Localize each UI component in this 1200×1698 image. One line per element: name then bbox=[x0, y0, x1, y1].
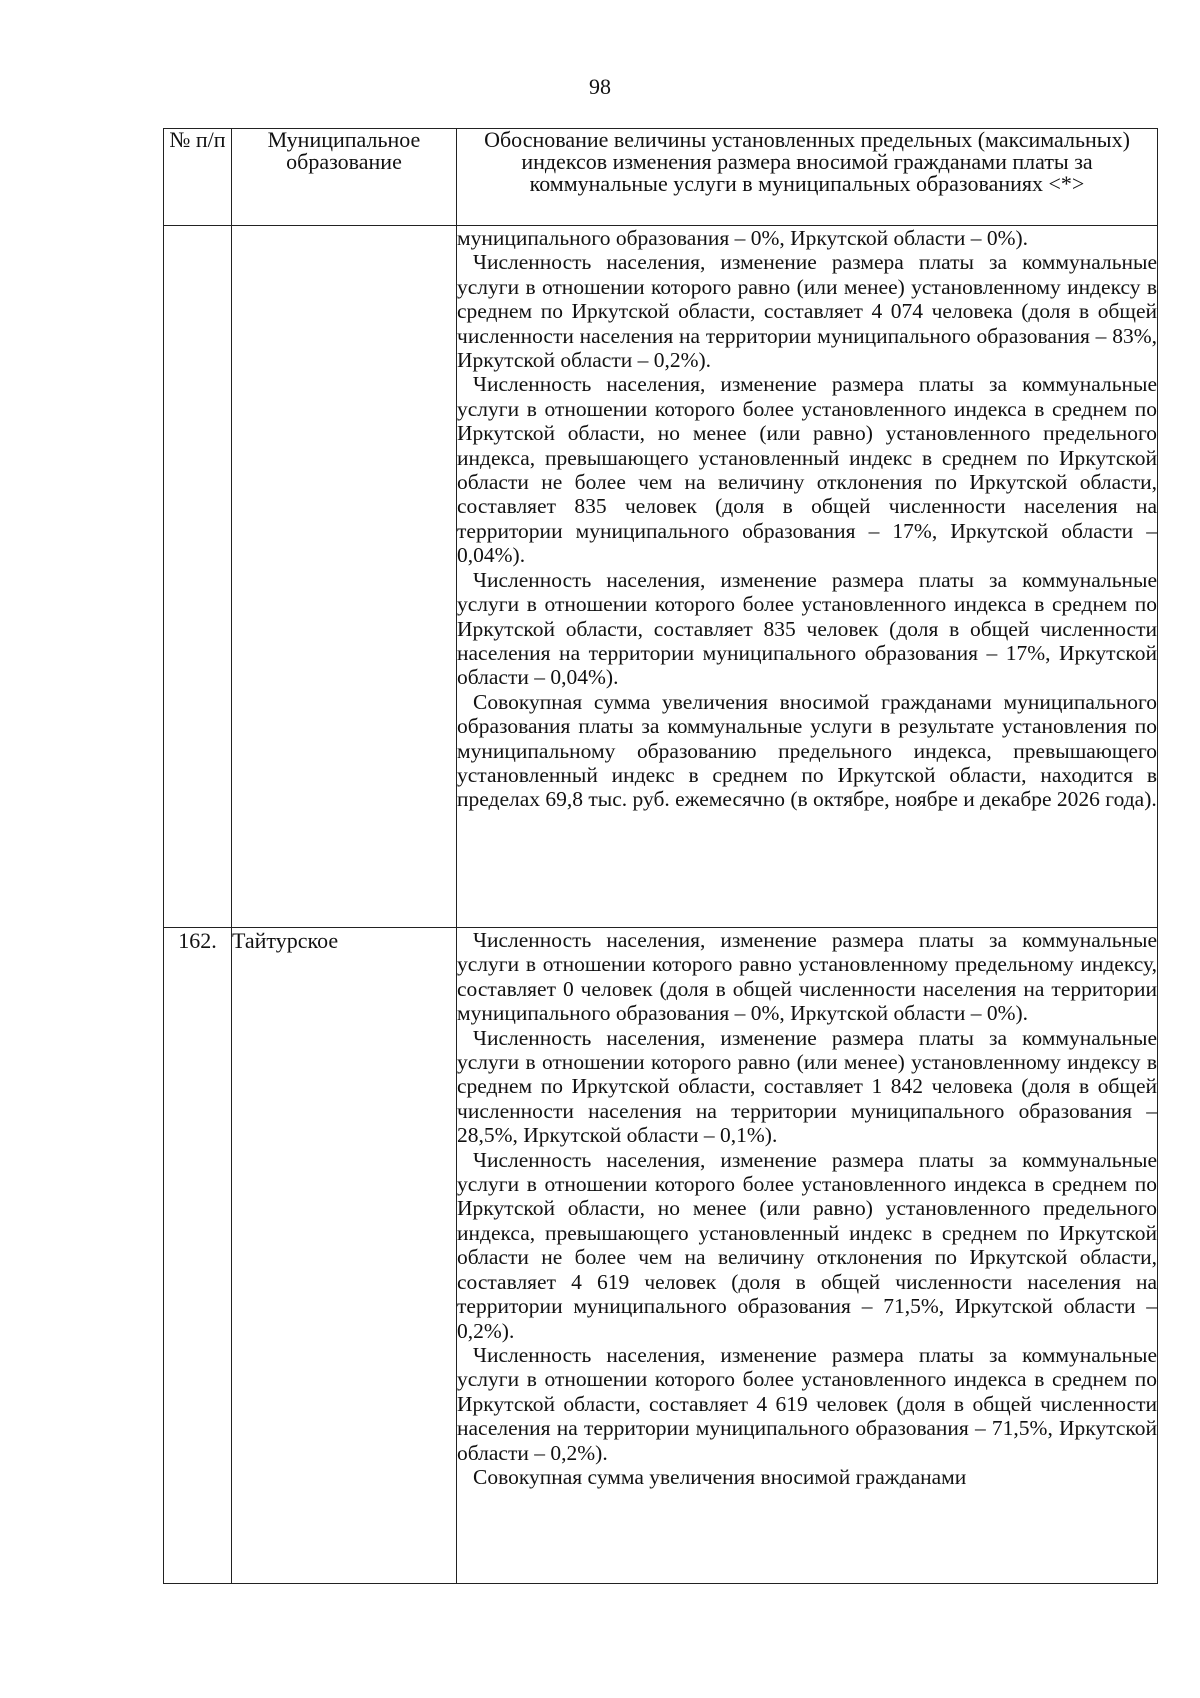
paragraph: Численность населения, изменение размера платы за коммунальные услуги в отношении которого более установленного индекса в среднем по Иркутской области, но менее (или равно) установленного предельного индекса, превышающего установленный индекс в среднем по Иркутской области не более чем на величину отклонения по Иркутской области, составляет 835 человек (доля в общей численности населения на территории муниципального образования – 17%, Иркутской области – 0,04%). bbox=[457, 372, 1157, 568]
table-header-row bbox=[164, 129, 1158, 226]
row-justification bbox=[457, 928, 1158, 1584]
paragraph: Численность населения, изменение размера платы за коммунальные услуги в отношении которого более установленного индекса в среднем по Иркутской области, составляет 4 619 человек (доля в общей численности населения на территории муниципального образования – 71,5%, Иркутской области – 0,2%). bbox=[457, 1342, 1157, 1465]
header-number: № п/п bbox=[164, 129, 232, 226]
row-municipality: Тайтурское bbox=[232, 928, 457, 1584]
paragraph: муниципального образования – 0%, Иркутской области – 0%). bbox=[457, 226, 1029, 250]
row-justification bbox=[457, 226, 1158, 928]
paragraph: Совокупная сумма увеличения вносимой гражданами bbox=[473, 1464, 967, 1489]
page-number: 98 bbox=[589, 74, 611, 99]
header-municipality: Муниципальное образование bbox=[232, 129, 457, 226]
tariff-justification-table bbox=[163, 128, 1158, 1584]
header-justification: Обоснование величины установленных предельных (максимальных) индексов изменения размера вносимой гражданами платы за коммунальные услуги в муниципальных образованиях <*> bbox=[457, 129, 1158, 226]
row-number bbox=[164, 226, 232, 928]
paragraph: Численность населения, изменение размера платы за коммунальные услуги в отношении которого более установленного индекса в среднем по Иркутской области, но менее (или равно) установленного предельного индекса, превышающего установленный индекс в среднем по Иркутской области не более чем на величину отклонения по Иркутской области, составляет 4 619 человек (доля в общей численности населения на территории муниципального образования – 71,5%, Иркутской области – 0,2%). bbox=[457, 1147, 1157, 1343]
paragraph: Численность населения, изменение размера платы за коммунальные услуги в отношении которого равно установленному предельному индексу, составляет 0 человек (доля в общей численности населения на территории муниципального образования – 0%, Иркутской области – 0%). bbox=[457, 928, 1157, 1026]
row-municipality bbox=[232, 226, 457, 928]
paragraph: Численность населения, изменение размера платы за коммунальные услуги в отношении которого более установленного индекса в среднем по Иркутской области, составляет 835 человек (доля в общей численности населения на территории муниципального образования – 17%, Иркутской области – 0,04%). bbox=[457, 567, 1157, 690]
paragraph: Численность населения, изменение размера платы за коммунальные услуги в отношении которого равно (или менее) установленному индексу в среднем по Иркутской области, составляет 1 842 человека (доля в общей численности населения на территории муниципального образования – 28,5%, Иркутской области – 0,1%). bbox=[457, 1025, 1157, 1148]
table-row bbox=[164, 928, 1158, 1584]
paragraph: Совокупная сумма увеличения вносимой гражданами муниципального образования платы за коммунальные услуги в результате установления по муниципальному образованию предельного индекса, превышающего установленный индекс в среднем по Иркутской области, находится в пределах 69,8 тыс. руб. ежемесячно (в октябре, ноябре и декабре 2026 года). bbox=[457, 689, 1157, 812]
row-number: 162. bbox=[164, 928, 232, 1584]
table-row bbox=[164, 226, 1158, 928]
paragraph: Численность населения, изменение размера платы за коммунальные услуги в отношении которого равно (или менее) установленному индексу в среднем по Иркутской области, составляет 4 074 человека (доля в общей численности населения на территории муниципального образования – 83%, Иркутской области – 0,2%). bbox=[457, 250, 1157, 373]
